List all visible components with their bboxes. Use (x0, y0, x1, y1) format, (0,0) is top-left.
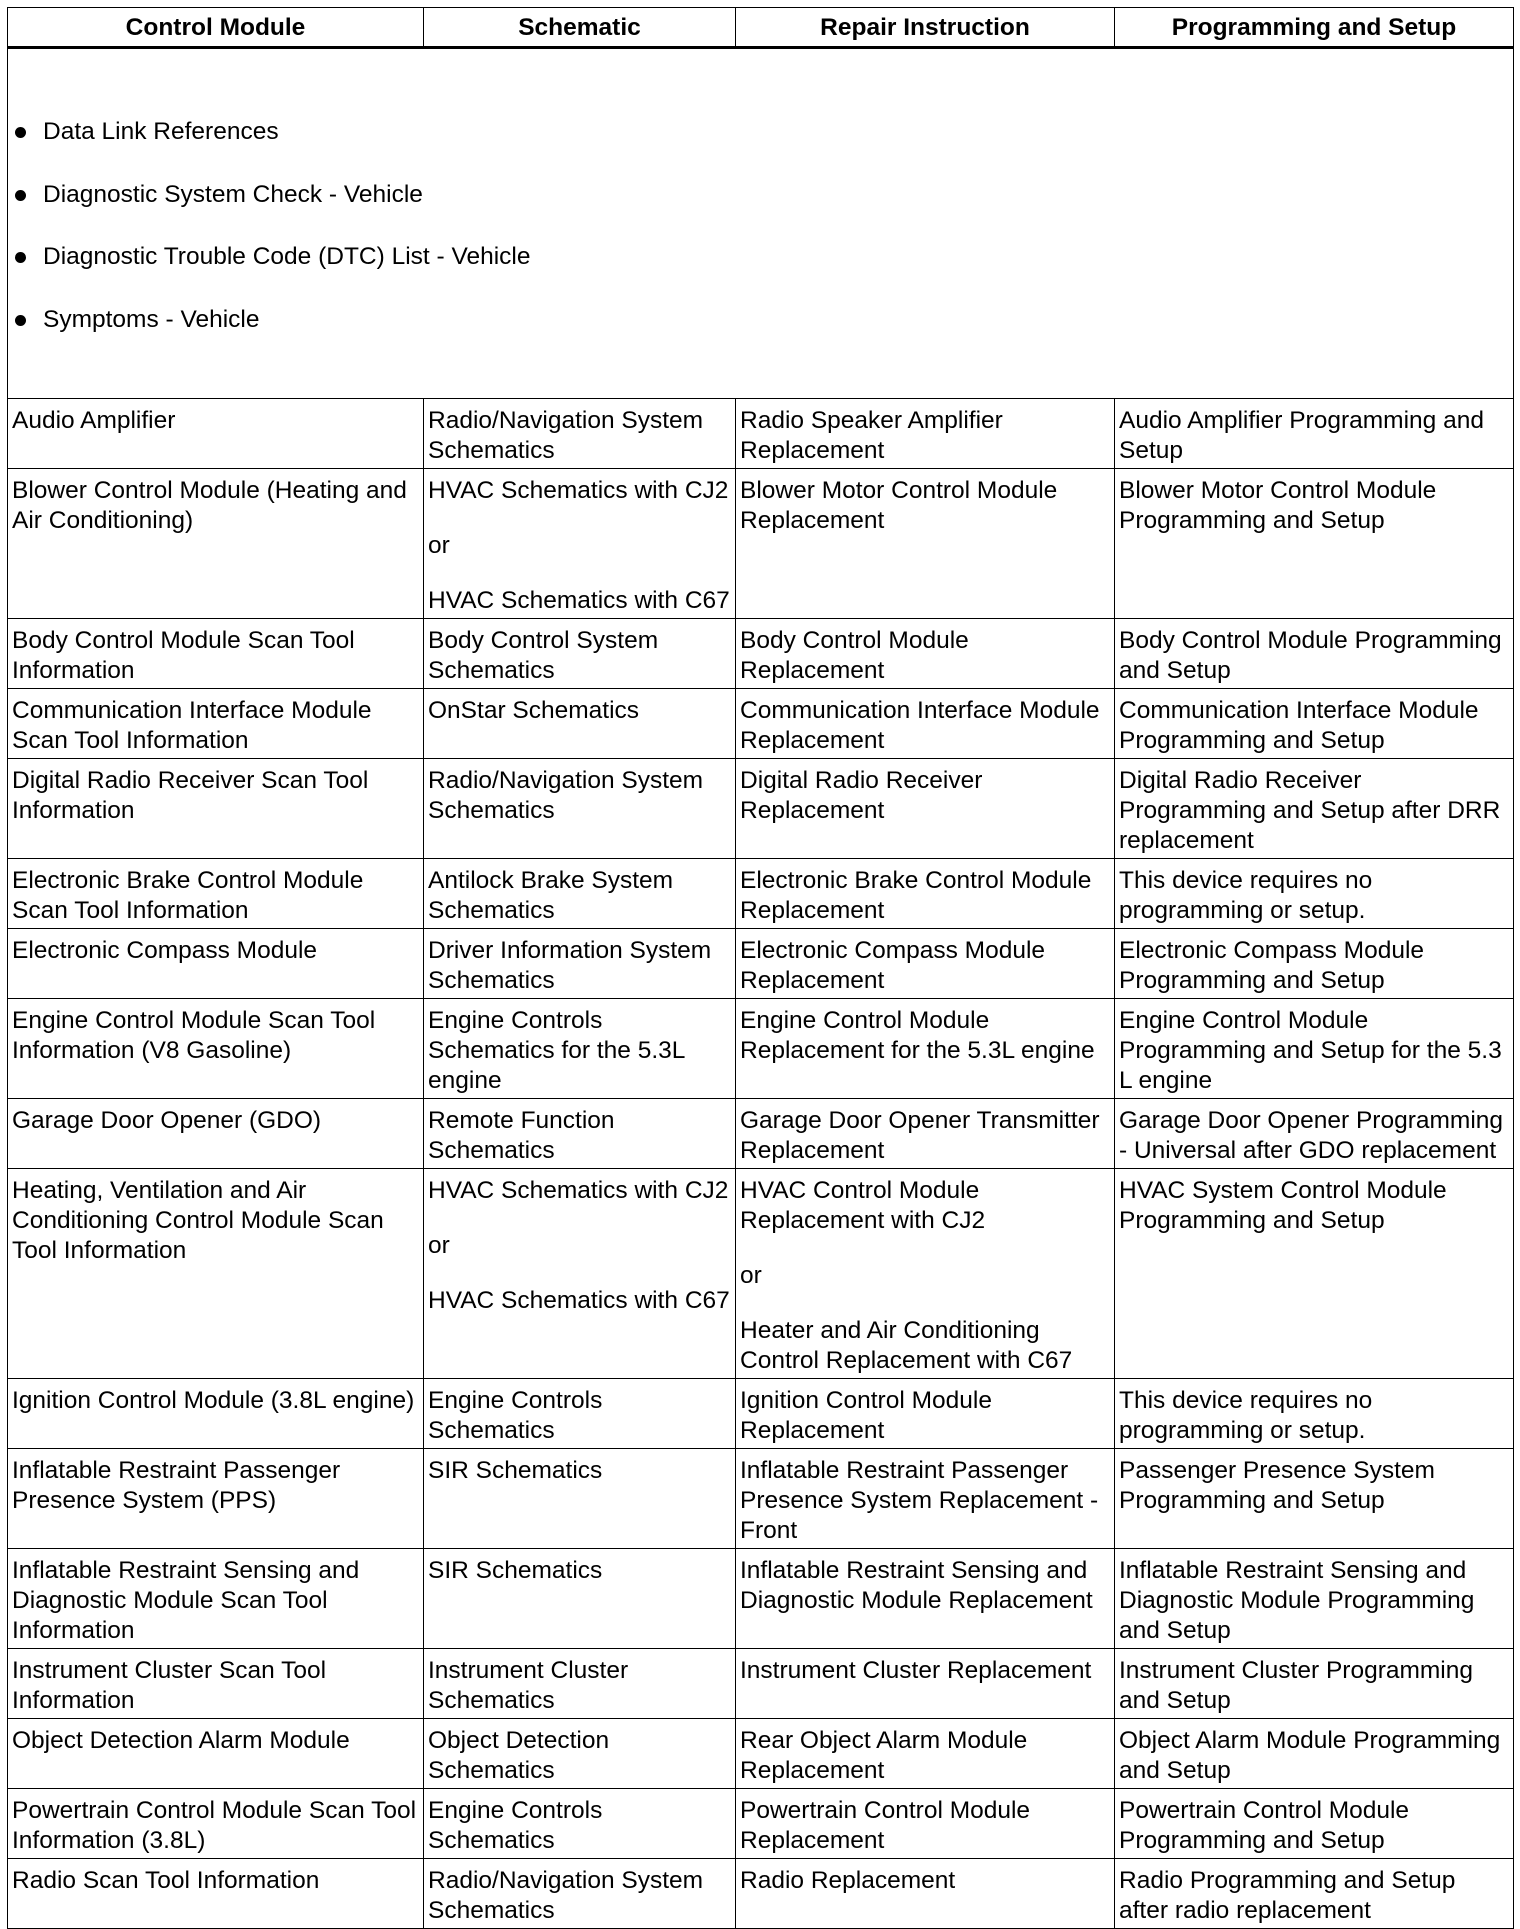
repair-instruction-cell[interactable]: Inflatable Restraint Sensing and Diagnostic Module Replacement (736, 1549, 1115, 1649)
schematic-cell[interactable]: Instrument Cluster Schematics (424, 1649, 736, 1719)
programming-setup-cell[interactable]: Body Control Module Programming and Setup (1115, 619, 1514, 689)
line-gap (428, 506, 730, 531)
control-module-cell: Electronic Brake Control Module Scan Tool Information (8, 859, 424, 929)
schematic-cell[interactable] (424, 1169, 736, 1379)
schematic-cell[interactable]: Radio/Navigation System Schematics (424, 1859, 736, 1929)
reference-link[interactable]: Diagnostic Trouble Code (DTC) List - Vehicle (43, 243, 531, 270)
programming-setup-cell[interactable]: Object Alarm Module Programming and Setup (1115, 1719, 1514, 1789)
line-gap (428, 1261, 730, 1286)
schematic-cell[interactable]: Object Detection Schematics (424, 1719, 736, 1789)
programming-setup-cell[interactable]: Communication Interface Module Programming and Setup (1115, 689, 1514, 759)
repair-instruction-cell[interactable]: Powertrain Control Module Replacement (736, 1789, 1115, 1859)
line-gap (428, 1206, 730, 1231)
table-row (8, 859, 1514, 929)
control-module-cell: Electronic Compass Module (8, 929, 424, 999)
bullet-icon (15, 315, 26, 326)
control-module-cell: Body Control Module Scan Tool Information (8, 619, 424, 689)
programming-setup-cell[interactable]: Garage Door Opener Programming - Universal after GDO replacement (1115, 1099, 1514, 1169)
repair-instruction-cell[interactable]: Inflatable Restraint Passenger Presence System Replacement - Front (736, 1449, 1115, 1549)
programming-setup-cell[interactable]: This device requires no programming or setup. (1115, 859, 1514, 929)
programming-setup-cell[interactable]: Instrument Cluster Programming and Setup (1115, 1649, 1514, 1719)
table-row (8, 689, 1514, 759)
control-module-cell: Engine Control Module Scan Tool Information (V8 Gasoline) (8, 999, 424, 1099)
alternative-separator: or (740, 1262, 762, 1289)
header-control-module: Control Module (8, 8, 424, 48)
header-schematic: Schematic (424, 8, 736, 48)
reference-link[interactable]: Data Link References (43, 118, 279, 145)
cell-text[interactable]: HVAC Control Module Replacement with CJ2 (740, 1177, 986, 1234)
schematic-cell[interactable]: OnStar Schematics (424, 689, 736, 759)
schematic-cell[interactable]: Radio/Navigation System Schematics (424, 399, 736, 469)
programming-setup-cell[interactable]: Inflatable Restraint Sensing and Diagnostic Module Programming and Setup (1115, 1549, 1514, 1649)
table-body (8, 48, 1514, 1929)
cell-text[interactable]: Heater and Air Conditioning Control Replacement with C67 (740, 1317, 1073, 1374)
programming-setup-cell[interactable]: Powertrain Control Module Programming and Setup (1115, 1789, 1514, 1859)
table-row (8, 619, 1514, 689)
cell-text[interactable]: HVAC Schematics with C67 (428, 1287, 730, 1314)
repair-instruction-cell[interactable] (736, 1169, 1115, 1379)
programming-setup-cell[interactable]: Electronic Compass Module Programming and Setup (1115, 929, 1514, 999)
programming-setup-cell[interactable]: Digital Radio Receiver Programming and Setup after DRR replacement (1115, 759, 1514, 859)
table-row (8, 929, 1514, 999)
control-module-cell: Object Detection Alarm Module (8, 1719, 424, 1789)
reference-item[interactable] (12, 304, 1508, 337)
header-programming-and-setup: Programming and Setup (1115, 8, 1514, 48)
table-row (8, 399, 1514, 469)
repair-instruction-cell[interactable]: Electronic Brake Control Module Replacement (736, 859, 1115, 929)
repair-instruction-cell[interactable]: Ignition Control Module Replacement (736, 1379, 1115, 1449)
control-module-cell: Instrument Cluster Scan Tool Information (8, 1649, 424, 1719)
table-row (8, 1649, 1514, 1719)
header-repair-instruction: Repair Instruction (736, 8, 1115, 48)
table-row (8, 759, 1514, 859)
table-row (8, 1789, 1514, 1859)
repair-instruction-cell[interactable]: Engine Control Module Replacement for the 5.3L engine (736, 999, 1115, 1099)
schematic-cell[interactable]: Engine Controls Schematics (424, 1379, 736, 1449)
schematic-cell[interactable]: Engine Controls Schematics (424, 1789, 736, 1859)
repair-instruction-cell[interactable]: Instrument Cluster Replacement (736, 1649, 1115, 1719)
control-module-cell: Inflatable Restraint Sensing and Diagnostic Module Scan Tool Information (8, 1549, 424, 1649)
repair-instruction-cell[interactable]: Rear Object Alarm Module Replacement (736, 1719, 1115, 1789)
reference-item[interactable] (12, 179, 1508, 212)
control-module-cell: Radio Scan Tool Information (8, 1859, 424, 1929)
table-header (8, 8, 1514, 48)
cell-text[interactable]: HVAC Schematics with CJ2 (428, 1177, 729, 1204)
schematic-cell[interactable]: Radio/Navigation System Schematics (424, 759, 736, 859)
control-module-cell: Digital Radio Receiver Scan Tool Information (8, 759, 424, 859)
repair-instruction-cell[interactable]: Body Control Module Replacement (736, 619, 1115, 689)
bullet-icon (15, 127, 26, 138)
reference-item[interactable] (12, 241, 1508, 274)
repair-instruction-cell[interactable]: Blower Motor Control Module Replacement (736, 469, 1115, 619)
table-row (8, 999, 1514, 1099)
programming-setup-cell[interactable]: Passenger Presence System Programming and Setup (1115, 1449, 1514, 1549)
table-row (8, 1449, 1514, 1549)
reference-list (12, 86, 1508, 366)
control-module-cell: Heating, Ventilation and Air Conditioning Control Module Scan Tool Information (8, 1169, 424, 1379)
table-row (8, 1549, 1514, 1649)
repair-instruction-cell[interactable]: Electronic Compass Module Replacement (736, 929, 1115, 999)
control-module-cell: Powertrain Control Module Scan Tool Information (3.8L) (8, 1789, 424, 1859)
table-row (8, 469, 1514, 619)
alternative-separator: or (428, 1232, 450, 1259)
table-row (8, 1859, 1514, 1929)
line-gap (428, 561, 730, 586)
repair-instruction-cell[interactable]: Radio Speaker Amplifier Replacement (736, 399, 1115, 469)
programming-setup-cell[interactable]: Blower Motor Control Module Programming and Setup (1115, 469, 1514, 619)
alternative-separator: or (428, 532, 450, 559)
line-gap (740, 1236, 1109, 1261)
programming-setup-cell[interactable]: This device requires no programming or setup. (1115, 1379, 1514, 1449)
programming-setup-cell[interactable]: Audio Amplifier Programming and Setup (1115, 399, 1514, 469)
schematic-cell[interactable]: Remote Function Schematics (424, 1099, 736, 1169)
control-module-cell: Blower Control Module (Heating and Air Conditioning) (8, 469, 424, 619)
line-gap (740, 1291, 1109, 1316)
reference-link[interactable]: Diagnostic System Check - Vehicle (43, 180, 423, 208)
control-module-cell: Garage Door Opener (GDO) (8, 1099, 424, 1169)
schematic-cell[interactable]: Engine Controls Schematics for the 5.3L engine (424, 999, 736, 1099)
bullet-icon (15, 190, 26, 201)
repair-instruction-cell[interactable]: Radio Replacement (736, 1859, 1115, 1929)
table-row (8, 1379, 1514, 1449)
cell-text[interactable]: HVAC Schematics with CJ2 (428, 477, 729, 504)
schematic-cell[interactable]: Driver Information System Schematics (424, 929, 736, 999)
control-module-cell: Ignition Control Module (3.8L engine) (8, 1379, 424, 1449)
cell-text[interactable]: HVAC Schematics with C67 (428, 587, 730, 614)
control-module-reference-table (7, 7, 1514, 1929)
programming-setup-cell[interactable]: HVAC System Control Module Programming and Setup (1115, 1169, 1514, 1379)
programming-setup-cell[interactable]: Engine Control Module Programming and Setup for the 5.3 L engine (1115, 999, 1514, 1099)
repair-instruction-cell[interactable]: Garage Door Opener Transmitter Replacement (736, 1099, 1115, 1169)
programming-setup-cell[interactable]: Radio Programming and Setup after radio replacement (1115, 1859, 1514, 1929)
references-row (8, 48, 1514, 399)
references-cell (8, 48, 1514, 399)
table-row (8, 1099, 1514, 1169)
control-module-cell: Audio Amplifier (8, 399, 424, 469)
reference-link[interactable]: Symptoms - Vehicle (43, 305, 260, 333)
control-module-cell: Inflatable Restraint Passenger Presence System (PPS) (8, 1449, 424, 1549)
table-row (8, 1169, 1514, 1379)
table-row (8, 1719, 1514, 1789)
schematic-cell[interactable]: SIR Schematics (424, 1449, 736, 1549)
control-module-cell: Communication Interface Module Scan Tool Information (8, 689, 424, 759)
reference-item[interactable] (12, 116, 1508, 149)
schematic-cell[interactable]: SIR Schematics (424, 1549, 736, 1649)
schematic-cell[interactable]: Body Control System Schematics (424, 619, 736, 689)
schematic-cell[interactable] (424, 469, 736, 619)
repair-instruction-cell[interactable]: Digital Radio Receiver Replacement (736, 759, 1115, 859)
bullet-icon (15, 252, 26, 263)
header-row (8, 8, 1514, 48)
repair-instruction-cell[interactable]: Communication Interface Module Replacement (736, 689, 1115, 759)
schematic-cell[interactable]: Antilock Brake System Schematics (424, 859, 736, 929)
